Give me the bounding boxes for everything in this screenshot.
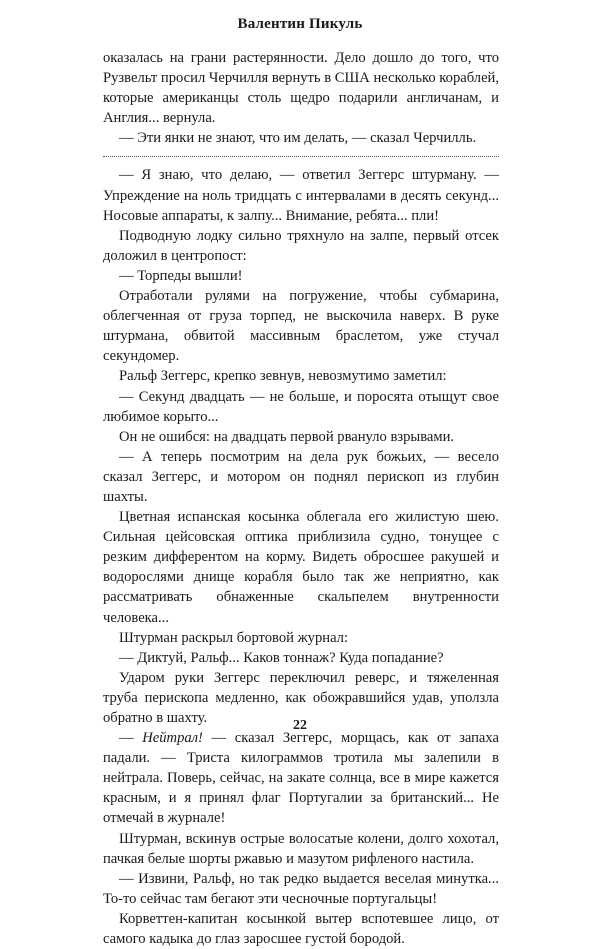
paragraph: Ральф Зеггерс, крепко зевнув, невозмутимо заметил: [119, 368, 447, 385]
paragraph: — Торпеды вышли! [119, 267, 243, 284]
paragraph: Он не ошибся: на двадцать первой рвануло взрывами. [119, 428, 455, 445]
paragraph-with-italic [103, 728, 499, 828]
paragraph: Ударом руки Зеггерс переключил реверс, и тяжеленная труба перископа медленно, как обожравшийся удав, уползла обратно в шахту. [103, 669, 499, 726]
paragraph: Штурман раскрыл бортовой журнал: [119, 629, 349, 646]
running-header: Валентин Пикуль [237, 16, 363, 32]
section-divider [103, 156, 499, 157]
paragraph: — А теперь посмотрим на дела рук божьих, — весело сказал Зеггерс, и мотором он поднял перископ из глубин шахты. [103, 448, 499, 505]
paragraph: Штурман, вскинув острые волосатые колени, долго хохотал, пачкая белые шорты ржавью и мазутом рифленого настила. [103, 830, 499, 867]
paragraph: Подводную лодку сильно тряхнуло на залпе, первый отсек доложил в центропост: [103, 227, 499, 264]
paragraph: — Я знаю, что делаю, — ответил Зеггерс штурману. — Упреждение на ноль тридцать с интервалами в десять секунд... Носовые аппараты, к залпу... Внимание, ребята... пли! [103, 167, 499, 224]
paragraph: — Секунд двадцать — не больше, и поросята отыщут свое любимое корыто... [103, 388, 499, 425]
paragraph: — Диктуй, Ральф... Каков тоннаж? Куда попадание? [119, 649, 444, 666]
page-number: 22 [293, 718, 307, 733]
paragraph: — Эти янки не знают, что им делать, — сказал Черчилль. [119, 130, 477, 147]
paragraph: оказалась на грани растерянности. Дело дошло до того, что Рузвельт просил Черчилля вернуть в США несколько кораблей, которые американцы столь щедро подарили англичанам, и Англия... вернула. [103, 50, 499, 127]
paragraph: — Извини, Ральф, но так редко выдается веселая минутка... То-то сейчас там бегают эти чесночные португальцы! [103, 870, 499, 907]
paragraph: Отработали рулями на погружение, чтобы субмарина, облегченная от груза торпед, не выскочила наверх. В руке штурмана, обвитой массивным браслетом, уже стучал секундомер. [103, 288, 499, 365]
body-text [103, 48, 499, 949]
paragraph-rest: — сказал Зеггерс, морщась, как от запаха падали. — Триста килограммов тротила мы залепили в нейтрала. Поверь, сейчас, на закате солнца, все в мире кажется красным, и я принял флаг Португалии за британский... Не отмечай в журнале! [103, 730, 499, 827]
paragraph: Цветная испанская косынка облегала его жилистую шею. Сильная цейсовская оптика приблизила судно, тонущее с резким дифферентом на корму. Видеть обросшее ракушей и водорослями днище корабля было так же неприятно, как рассматривать обнаженные скальпелем внутренности человека... [103, 509, 499, 626]
dash-prefix: — [119, 730, 143, 747]
paragraph: Корветтен-капитан косынкой вытер вспотевшее лицо, от самого кадыка до глаз заросшее густой бородой. [103, 910, 499, 948]
italic-word: Нейтрал! [142, 730, 203, 747]
